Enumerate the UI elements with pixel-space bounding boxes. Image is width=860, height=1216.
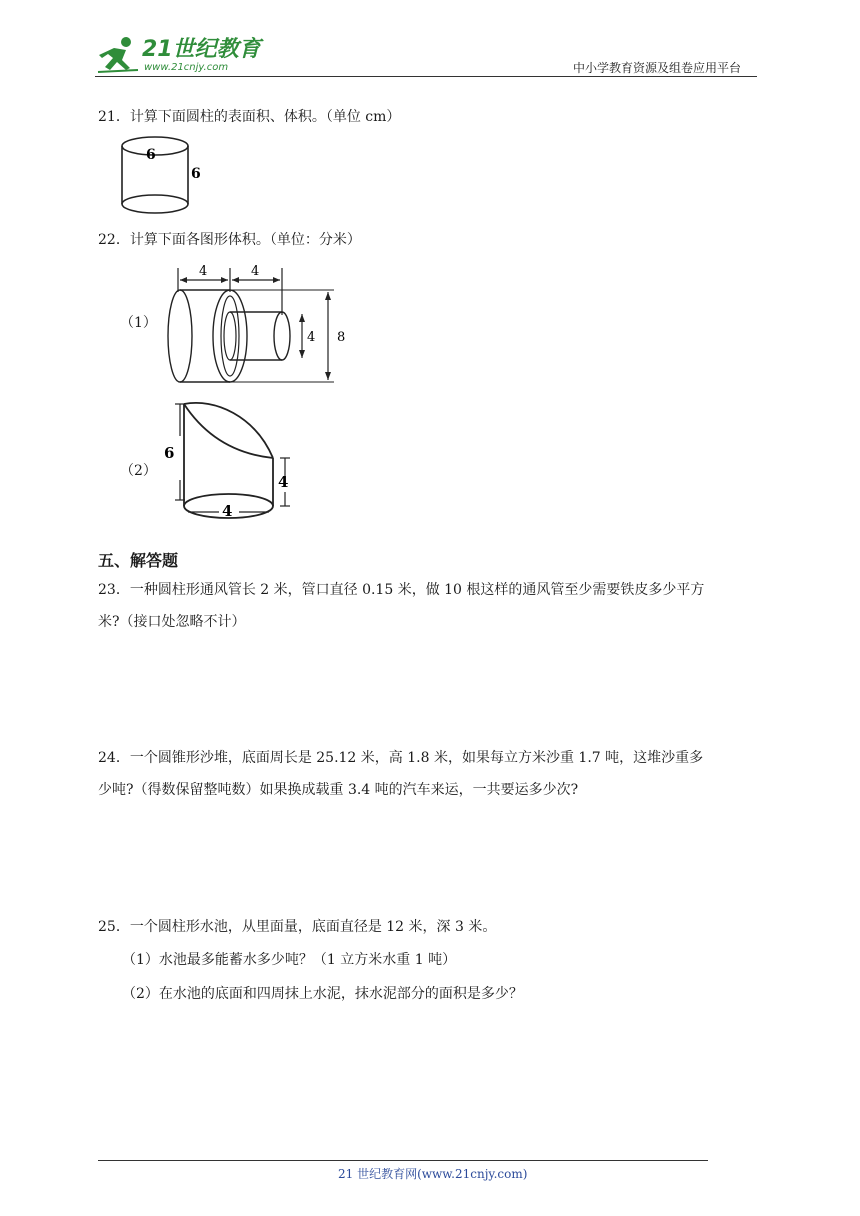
q22-figure-2-cut-cylinder (155, 396, 305, 526)
platform-name: 中小学教育资源及组卷应用平台 (573, 61, 742, 75)
q22-fig1-dim-small-diameter: 4 (307, 330, 316, 345)
question-24-line1: 24．一个圆锥形沙堆，底面周长是 25.12 米，高 1.8 米，如果每立方米沙重 1.7 吨，这堆沙重多 (98, 750, 704, 766)
question-23-line1: 23．一种圆柱形通风管长 2 米，管口直径 0.15 米，做 10 根这样的通风管至少需要铁皮多少平方 (98, 582, 705, 598)
question-22: 22．计算下面各图形体积。（单位：分米） (98, 232, 361, 248)
question-23-line2: 米?（接口处忽略不计） (98, 614, 246, 630)
q22-fig2-dim-diameter: 4 (222, 502, 233, 520)
q21-diameter-label: 6 (146, 147, 156, 163)
logo-url: www.21cnjy.com (144, 62, 229, 73)
question-21: 21．计算下面圆柱的表面积、体积。（单位 cm） (98, 109, 401, 125)
header-divider (95, 76, 757, 77)
question-25-part-2: （2）在水池的底面和四周抹上水泥，抹水泥部分的面积是多少？ (122, 986, 523, 1002)
footer-text[interactable]: 21 世纪教育网(www.21cnjy.com) (338, 1167, 528, 1181)
q21-cylinder-figure (118, 134, 218, 220)
section-title-answer-questions: 五、解答题 (98, 551, 179, 570)
q22-figure-1-label: （1） (120, 315, 157, 331)
q22-figure-1-composite-cylinder (158, 260, 358, 390)
question-25-part-1: （1）水池最多能蓄水多少吨？（1 立方米水重 1 吨） (122, 952, 457, 968)
q22-fig1-dim-b: 4 (251, 264, 260, 279)
question-25: 25．一个圆柱形水池，从里面量，底面直径是 12 米，深 3 米。 (98, 919, 497, 935)
q22-fig2-dim-height-right: 4 (278, 473, 289, 491)
header-logo (96, 34, 266, 76)
q22-fig1-dim-a: 4 (199, 264, 208, 279)
logo-title: 21世纪教育 (142, 37, 261, 62)
question-24-line2: 少吨?（得数保留整吨数）如果换成载重 3.4 吨的汽车来运，一共要运多少次? (98, 782, 579, 798)
q22-fig2-dim-height-left: 6 (164, 444, 175, 462)
runner-logo-icon (96, 34, 140, 76)
q21-height-label: 6 (191, 166, 201, 182)
q22-figure-2-label: （2） (120, 463, 157, 479)
q22-fig1-dim-large-diameter: 8 (337, 330, 346, 345)
footer-divider (98, 1160, 708, 1161)
